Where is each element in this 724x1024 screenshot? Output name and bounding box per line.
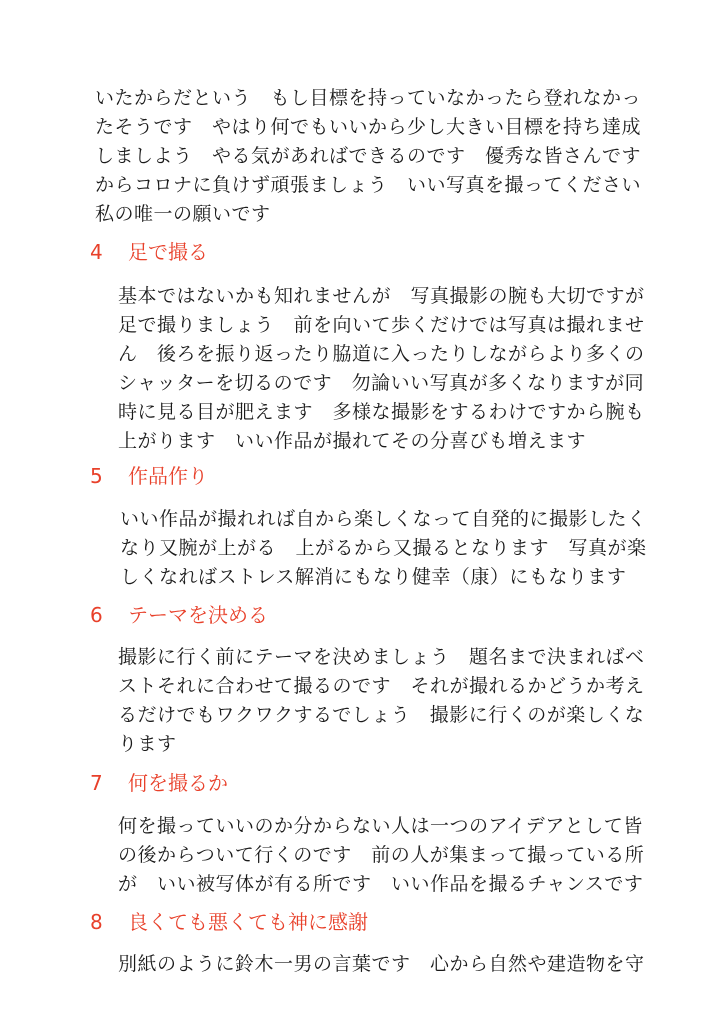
section-title: 何を撮るか	[128, 771, 228, 795]
text-line: が いい被写体が有る所です いい作品を撮るチャンスです	[118, 873, 644, 895]
section-title: 良くても悪くても神に感謝	[128, 910, 368, 934]
section-number: 5	[90, 464, 103, 488]
text-line: なり又腕が上がる 上がるから又撮るとなります 写真が楽	[120, 537, 647, 559]
intro-paragraph	[95, 84, 641, 229]
section-number: 4	[90, 240, 103, 264]
section-heading-8	[90, 908, 368, 936]
section-body-6	[118, 643, 645, 759]
section-body-7	[118, 812, 644, 899]
text-line: ん 後ろを振り返ったり脇道に入ったりしながらより多くの	[118, 343, 645, 365]
section-number: 6	[90, 603, 103, 627]
section-heading-7	[90, 769, 228, 797]
text-line: るだけでもワクワクするでしょう 撮影に行くのが楽しくな	[118, 704, 645, 726]
text-line: 基本ではないかも知れませんが 写真撮影の腕も大切ですが	[118, 285, 645, 307]
text-line: からコロナに負けず頑張ましょう いい写真を撮ってください	[95, 174, 642, 196]
text-line: しましよう やる気があればできるのです 優秀な皆さんです	[95, 145, 642, 167]
section-heading-4	[90, 238, 208, 266]
text-line: いたからだという もし目標を持っていなかったら登れなかっ	[95, 87, 642, 109]
text-line: 撮影に行く前にテーマを決めましょう 題名まで決まればベ	[118, 646, 645, 668]
text-line: 別紙のように鈴木一男の言葉です 心から自然や建造物を守	[118, 953, 645, 975]
text-line: ります	[118, 733, 177, 755]
text-line: たそうです やはり何でもいいから少し大きい目標を持ち達成	[95, 116, 642, 138]
section-number: 8	[90, 910, 103, 934]
text-line: 私の唯一の願いです	[95, 203, 271, 225]
text-line: しくなればストレス解消にもなり健幸（康）にもなります	[120, 566, 627, 588]
section-heading-5	[90, 462, 208, 490]
text-line: の後からついて行くのです 前の人が集まって撮っている所	[118, 844, 645, 866]
section-title: 作品作り	[128, 464, 208, 488]
text-line: 時に見る目が肥えます 多様な撮影をするわけですから腕も	[118, 401, 645, 423]
text-line: 上がります いい作品が撮れてその分喜びも増えます	[118, 430, 587, 452]
section-body-5	[120, 505, 647, 592]
text-line: 足で撮りましょう 前を向いて歩くだけでは写真は撮れませ	[118, 314, 645, 336]
section-number: 7	[90, 771, 103, 795]
section-body-4	[118, 282, 645, 456]
text-line: ストそれに合わせて撮るのです それが撮れるかどうか考え	[118, 675, 645, 697]
section-heading-6	[90, 601, 268, 629]
text-line: いい作品が撮れれば自から楽しくなって自発的に撮影したく	[120, 508, 647, 530]
text-line: 何を撮っていいのか分からない人は一つのアイデアとして皆	[118, 815, 643, 837]
text-line: シャッターを切るのです 勿論いい写真が多くなりますが同	[118, 372, 645, 394]
section-body-8	[118, 950, 645, 979]
section-title: 足で撮る	[128, 240, 208, 264]
section-title: テーマを決める	[128, 603, 268, 627]
